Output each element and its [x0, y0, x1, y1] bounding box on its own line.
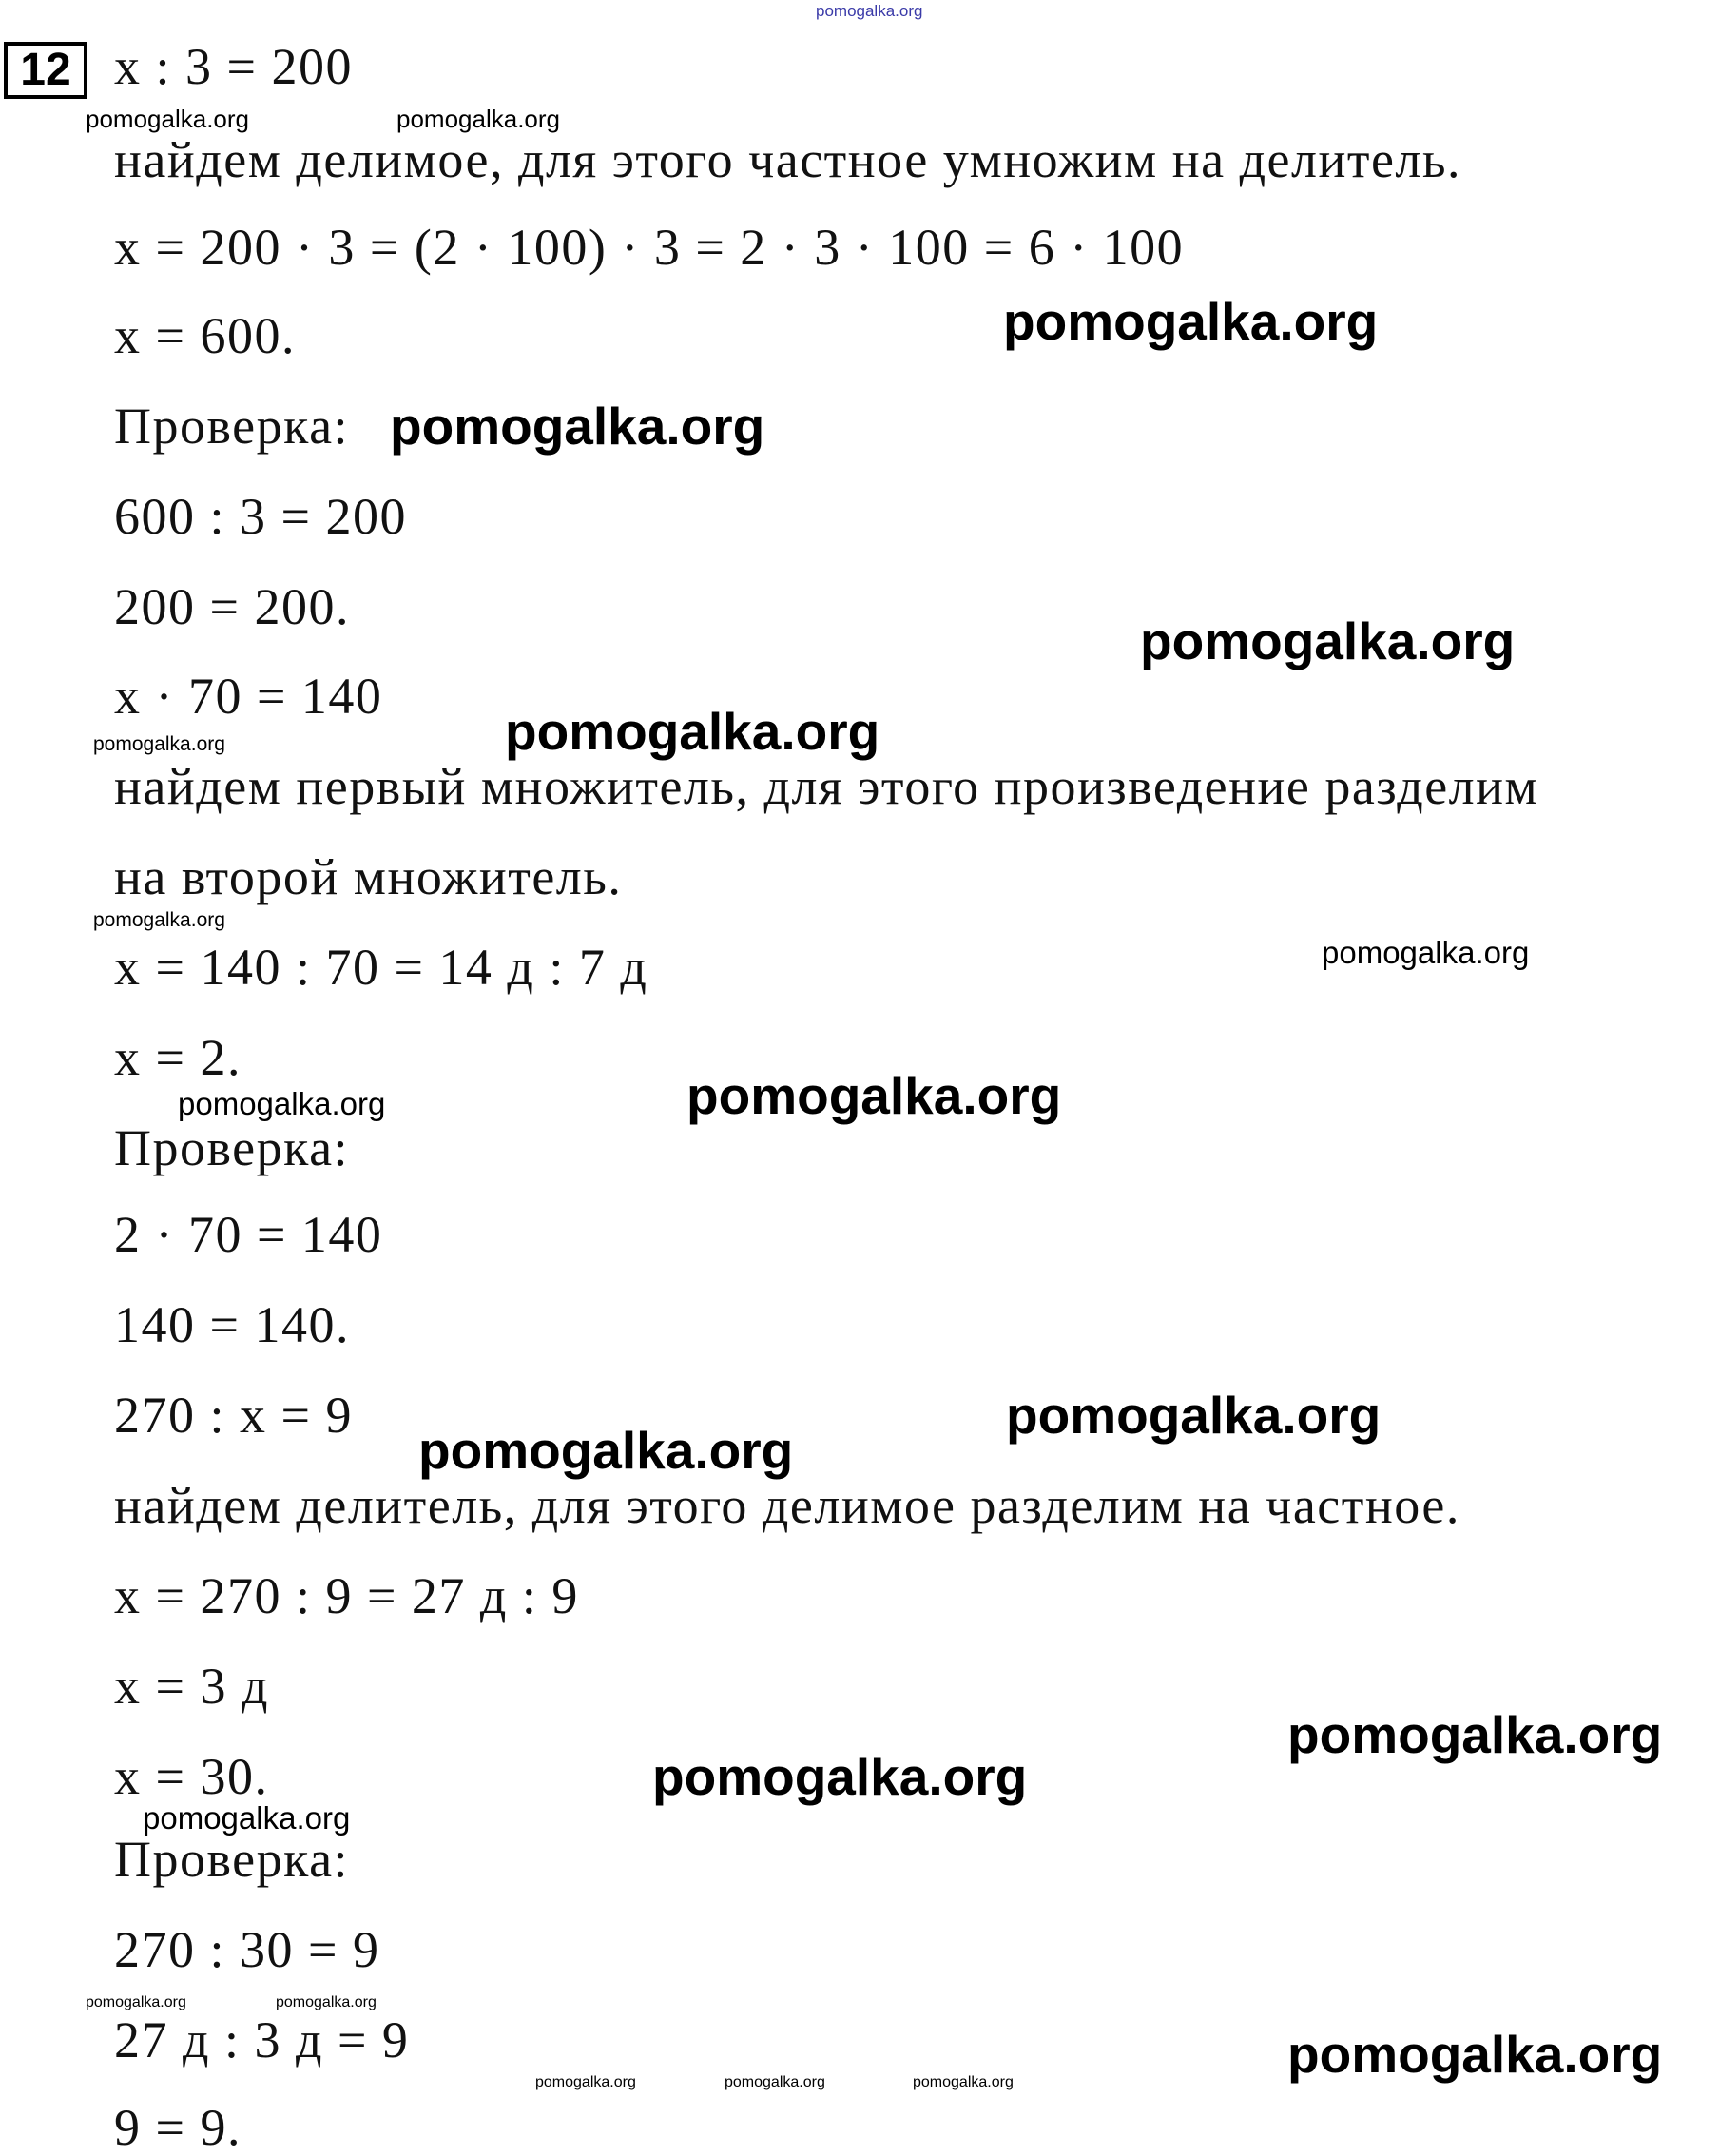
text-line: на второй множитель.: [114, 848, 623, 905]
check-heading: Проверка:: [114, 1831, 350, 1888]
equation-line: x = 270 : 9 = 27 д : 9: [114, 1567, 579, 1624]
equation-line: x = 140 : 70 = 14 д : 7 д: [114, 939, 648, 996]
watermark: pomogalka.org: [143, 1800, 351, 1836]
equation-line: 9 = 9.: [114, 2099, 242, 2156]
watermark: pomogalka.org: [86, 105, 249, 133]
equation-line: x · 70 = 140: [114, 668, 383, 725]
text-line: найдем делитель, для этого делимое разделим на частное.: [114, 1477, 1460, 1534]
equation-line: x = 200 · 3 = (2 · 100) · 3 = 2 · 3 · 100 = 6 · 100: [114, 219, 1185, 276]
equation-line: x = 2.: [114, 1029, 242, 1086]
watermark: pomogalka.org: [93, 733, 225, 755]
watermark: pomogalka.org: [1140, 612, 1516, 670]
equation-line: x : 3 = 200: [114, 38, 353, 95]
watermark: pomogalka.org: [686, 1066, 1062, 1125]
check-heading: Проверка:: [114, 1119, 350, 1176]
equation-line: 200 = 200.: [114, 578, 350, 635]
watermark: pomogalka.org: [1003, 292, 1379, 351]
watermark: pomogalka.org: [396, 105, 560, 133]
equation-line: 600 : 3 = 200: [114, 488, 407, 545]
equation-line: x = 30.: [114, 1748, 269, 1805]
watermark: pomogalka.org: [652, 1747, 1028, 1806]
watermark: pomogalka.org: [86, 1994, 186, 2010]
watermark: pomogalka.org: [816, 2, 923, 20]
watermark: pomogalka.org: [418, 1421, 794, 1480]
watermark: pomogalka.org: [1287, 1705, 1663, 1764]
watermark: pomogalka.org: [276, 1994, 377, 2010]
watermark: pomogalka.org: [913, 2074, 1014, 2090]
text-line: найдем делимое, для этого частное умножим на делитель.: [114, 131, 1461, 188]
watermark: pomogalka.org: [505, 702, 880, 761]
watermark: pomogalka.org: [1322, 935, 1530, 970]
watermark: pomogalka.org: [93, 909, 225, 931]
equation-line: x = 600.: [114, 307, 296, 364]
equation-line: 140 = 140.: [114, 1296, 350, 1353]
equation-line: 27 д : 3 д = 9: [114, 2011, 410, 2069]
watermark: pomogalka.org: [725, 2074, 825, 2090]
task-number-box: 12: [4, 42, 87, 99]
watermark: pomogalka.org: [535, 2074, 636, 2090]
watermark: pomogalka.org: [1287, 2025, 1663, 2084]
text-line: найдем первый множитель, для этого произведение разделим: [114, 758, 1539, 815]
equation-line: x = 3 д: [114, 1658, 269, 1715]
watermark: pomogalka.org: [390, 397, 765, 456]
equation-line: 2 · 70 = 140: [114, 1206, 383, 1263]
equation-line: 270 : 30 = 9: [114, 1921, 380, 1978]
equation-line: 270 : x = 9: [114, 1387, 353, 1444]
check-heading: Проверка:: [114, 398, 350, 455]
watermark: pomogalka.org: [1006, 1386, 1382, 1445]
watermark: pomogalka.org: [178, 1086, 386, 1121]
